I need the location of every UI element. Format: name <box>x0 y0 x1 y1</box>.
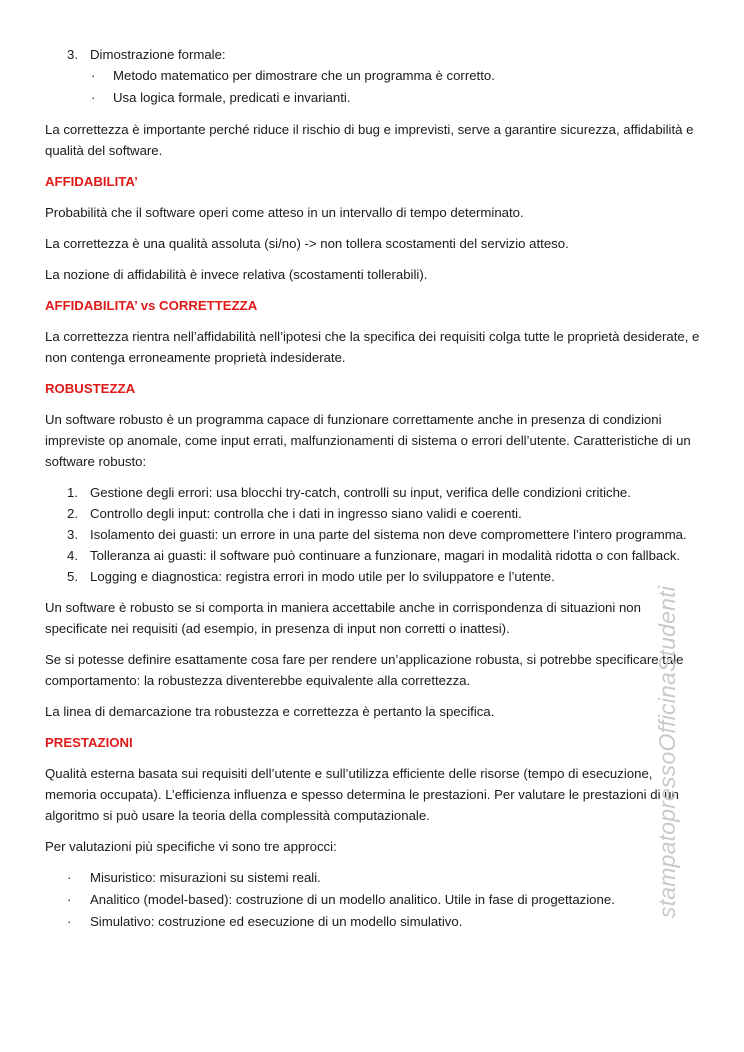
paragraph: La correttezza rientra nell’affidabilità nell’ipotesi che la specifica dei requisiti colga tutte le proprietà desiderate, e non contenga erroneamente proprietà indesiderate. <box>45 329 700 365</box>
paragraph: Un software è robusto se si comporta in maniera accettabile anche in corrispondenza di situazioni non specificate nei requisiti (ad esempio, in presenza di input non corretti o inattesi). <box>45 600 641 636</box>
robustezza-list <box>45 482 705 587</box>
bullet-icon: · <box>67 892 72 907</box>
list-number: 4. <box>67 548 78 563</box>
list-item <box>45 911 705 933</box>
list-item-text: Gestione degli errori: usa blocchi try-catch, controlli su input, verifica delle condizioni critiche. <box>90 485 631 500</box>
sub-list <box>45 65 705 109</box>
list-item-text: Dimostrazione formale: <box>90 47 226 62</box>
heading-affidabilita-vs-correttezza: AFFIDABILITA’ vs CORRETTEZZA <box>45 298 258 313</box>
list-item-text: Logging e diagnostica: registra errori in modo utile per lo sviluppatore e l’utente. <box>90 569 555 584</box>
paragraph: La correttezza è una qualità assoluta (si/no) -> non tollera scostamenti del servizio atteso. <box>45 236 569 251</box>
list-item <box>45 867 705 889</box>
paragraph: Un software robusto è un programma capace di funzionare correttamente anche in presenza di condizioni impreviste op anomale, come input errati, malfunzionamenti di sistema o errori dell’utente. Caratteristiche di un software robusto: <box>45 412 691 469</box>
paragraph: Qualità esterna basata sui requisiti dell’utente e sull’utilizza efficiente delle risorse (tempo di esecuzione, memoria occupata). L’efficienza influenza e spesso determina le prestazioni. Per valutare le prestazioni di un algoritmo si può usare la teoria della complessità computazionale. <box>45 766 679 823</box>
heading-robustezza: ROBUSTEZZA <box>45 381 136 396</box>
paragraph: La linea di demarcazione tra robustezza e correttezza è pertanto la specifica. <box>45 704 495 719</box>
list-item-text: Tolleranza ai guasti: il software può continuare a funzionare, magari in modalità ridotta o con fallback. <box>90 548 681 563</box>
bullet-icon: · <box>67 870 72 885</box>
bullet-icon: · <box>91 68 96 83</box>
list-item <box>45 566 705 587</box>
heading-affidabilita: AFFIDABILITA’ <box>45 174 138 189</box>
watermark: stampatopressoOfficinaStudenti <box>654 585 680 918</box>
sub-list-item <box>45 87 705 109</box>
list-number: 3. <box>67 527 78 542</box>
list-item-text: Analitico (model-based): costruzione di un modello analitico. Utile in fase di progettazione. <box>90 892 615 907</box>
list-item <box>45 889 705 911</box>
list-item-text: Isolamento dei guasti: un errore in una parte del sistema non deve compromettere l’intero programma. <box>90 527 687 542</box>
paragraph: Se si potesse definire esattamente cosa fare per rendere un’applicazione robusta, si potrebbe specificare tale comportamento: la robustezza diventerebbe equivalente alla correttezza. <box>45 652 684 688</box>
paragraph: La nozione di affidabilità è invece relativa (scostamenti tollerabili). <box>45 267 428 282</box>
paragraph: Probabilità che il software operi come atteso in un intervallo di tempo determinato. <box>45 205 524 220</box>
paragraph: Per valutazioni più specifiche vi sono tre approcci: <box>45 839 337 854</box>
list-number: 3. <box>67 47 78 62</box>
paragraph-correttezza: La correttezza è importante perché riduce il rischio di bug e imprevisti, serve a garantire sicurezza, affidabilità e qualità del software. <box>45 122 694 158</box>
document-page <box>45 44 705 933</box>
list-item <box>45 524 705 545</box>
list-item-text: Simulativo: costruzione ed esecuzione di un modello simulativo. <box>90 914 463 929</box>
list-item-text: Misuristico: misurazioni su sistemi reali. <box>90 870 321 885</box>
approcci-list <box>45 867 705 933</box>
list-number: 1. <box>67 485 78 500</box>
formal-proof-list <box>45 44 705 109</box>
bullet-icon: · <box>91 90 96 105</box>
list-number: 2. <box>67 506 78 521</box>
list-item-text: Controllo degli input: controlla che i dati in ingresso siano validi e coerenti. <box>90 506 522 521</box>
heading-prestazioni: PRESTAZIONI <box>45 735 133 750</box>
list-item <box>45 545 705 566</box>
list-item <box>45 44 705 109</box>
list-item <box>45 503 705 524</box>
sub-list-item-text: Metodo matematico per dimostrare che un programma è corretto. <box>113 68 495 83</box>
list-item <box>45 482 705 503</box>
sub-list-item <box>45 65 705 87</box>
list-number: 5. <box>67 569 78 584</box>
bullet-icon: · <box>67 914 72 929</box>
sub-list-item-text: Usa logica formale, predicati e invarianti. <box>113 90 351 105</box>
